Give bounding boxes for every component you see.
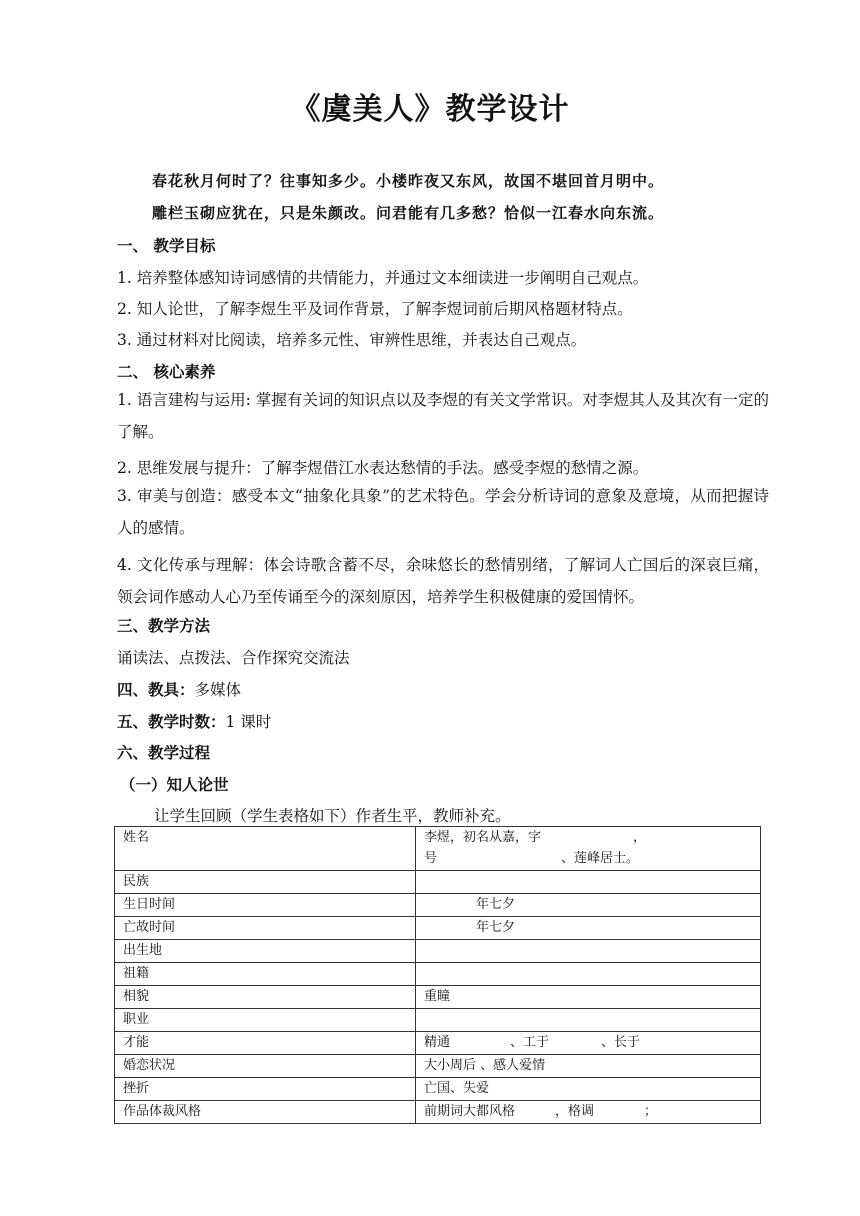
table-row <box>115 1032 761 1055</box>
tools-label: 四、教具： <box>117 681 195 699</box>
table-row <box>115 986 761 1009</box>
table-row <box>115 940 761 963</box>
death-value: 年七夕 <box>476 920 516 935</box>
hours-line <box>117 710 271 732</box>
process-heading: 六、教学过程 <box>117 744 211 762</box>
poem-line-2: 雕栏玉砌应犹在，只是朱颜改。问君能有几多愁？恰似一江春水向东流。 <box>152 204 665 222</box>
row-key: 作品体裁风格 <box>115 1101 416 1124</box>
literacy-item-2: 2. 思维发展与提升：了解李煜借江水表达愁情的手法。感受李煜的愁情之源。 <box>117 459 649 477</box>
row-key: 民族 <box>115 871 416 894</box>
goals-heading: 一、 教学目标 <box>117 237 216 255</box>
row-value <box>416 917 761 940</box>
process-intro: 让学生回顾（学生表格如下）作者生平，教师补充。 <box>154 807 511 825</box>
talent-3: 、长于 <box>601 1035 641 1050</box>
row-value <box>416 894 761 917</box>
name-line-2: 号 <box>424 851 438 866</box>
table-row <box>115 1009 761 1032</box>
row-value: 亡国、失爱 <box>416 1078 761 1101</box>
poem-line-1: 春花秋月何时了？往事知多少。小楼昨夜又东风，故国不堪回首月明中。 <box>152 172 665 190</box>
row-value: 重瞳 <box>416 986 761 1009</box>
row-key: 相貌 <box>115 986 416 1009</box>
hours-label: 五、教学时数： <box>117 713 226 731</box>
goal-item-2: 2. 知人论世，了解李煜生平及词作背景，了解李煜词前后期风格题材特点。 <box>117 300 633 318</box>
table-row <box>115 1101 761 1124</box>
table-row <box>115 963 761 986</box>
literacy-item-3: 3. 审美与创造：感受本文“抽象化具象”的艺术特色。学会分析诗词的意象及意境，从而把握诗人的感情。 <box>117 487 769 537</box>
author-info-table <box>114 826 761 1124</box>
row-key: 婚恋状况 <box>115 1055 416 1078</box>
style-2: ，格调 <box>555 1104 595 1119</box>
row-key: 亡故时间 <box>115 917 416 940</box>
hours-value: 1 课时 <box>225 713 272 731</box>
birth-value: 年七夕 <box>476 897 516 912</box>
style-1: 前期词大都风格 <box>424 1104 516 1119</box>
goal-item-3: 3. 通过材料对比阅读，培养多元性、审辨性思维，并表达自己观点。 <box>117 331 587 349</box>
row-value: 大小周后 、感人爱情 <box>416 1055 761 1078</box>
methods-text: 诵读法、点拨法、合作探究交流法 <box>117 649 350 667</box>
style-3: ； <box>644 1104 658 1119</box>
process-subheading: （一）知人论世 <box>120 776 229 794</box>
table-row <box>115 894 761 917</box>
row-key: 生日时间 <box>115 894 416 917</box>
row-value <box>416 827 761 871</box>
literacy-item-4: 4. 文化传承与理解：体会诗歌含蓄不尽，余味悠长的愁情别绪，了解词人亡国后的深哀巨痛，领会词作感动人心乃至传诵至今的深刻原因，培养学生积极健康的爱国情怀。 <box>117 556 769 606</box>
row-value <box>416 963 761 986</box>
talent-1: 精通 <box>424 1035 451 1050</box>
row-key: 祖籍 <box>115 963 416 986</box>
row-key: 才能 <box>115 1032 416 1055</box>
name-line-1: 李煜，初名从嘉，字 <box>424 830 542 845</box>
table-row <box>115 1055 761 1078</box>
name-comma: ， <box>633 830 647 845</box>
table-row <box>115 827 761 871</box>
row-value <box>416 1032 761 1055</box>
row-key: 姓名 <box>115 827 416 871</box>
row-key: 挫折 <box>115 1078 416 1101</box>
row-value <box>416 871 761 894</box>
row-key: 职业 <box>115 1009 416 1032</box>
talent-2: 、工于 <box>510 1035 550 1050</box>
row-key: 出生地 <box>115 940 416 963</box>
methods-heading: 三、教学方法 <box>117 617 211 635</box>
row-value <box>416 940 761 963</box>
row-value <box>416 1009 761 1032</box>
table-row <box>115 1078 761 1101</box>
document-title: 《虞美人》教学设计 <box>290 92 570 127</box>
table-row <box>115 871 761 894</box>
row-value <box>416 1101 761 1124</box>
literacy-heading: 二、 核心素养 <box>117 363 216 381</box>
literacy-item-1: 1. 语言建构与运用: 掌握有关词的知识点以及李煜的有关文学常识。对李煜其人及其次有一定的了解。 <box>117 391 769 441</box>
tools-value: 多媒体 <box>194 681 242 699</box>
table-row <box>115 917 761 940</box>
tools-line <box>117 678 241 700</box>
name-alias: 、莲峰居士。 <box>561 851 640 866</box>
goal-item-1: 1. 培养整体感知诗词感情的共情能力，并通过文本细读进一步阐明自己观点。 <box>117 269 649 287</box>
